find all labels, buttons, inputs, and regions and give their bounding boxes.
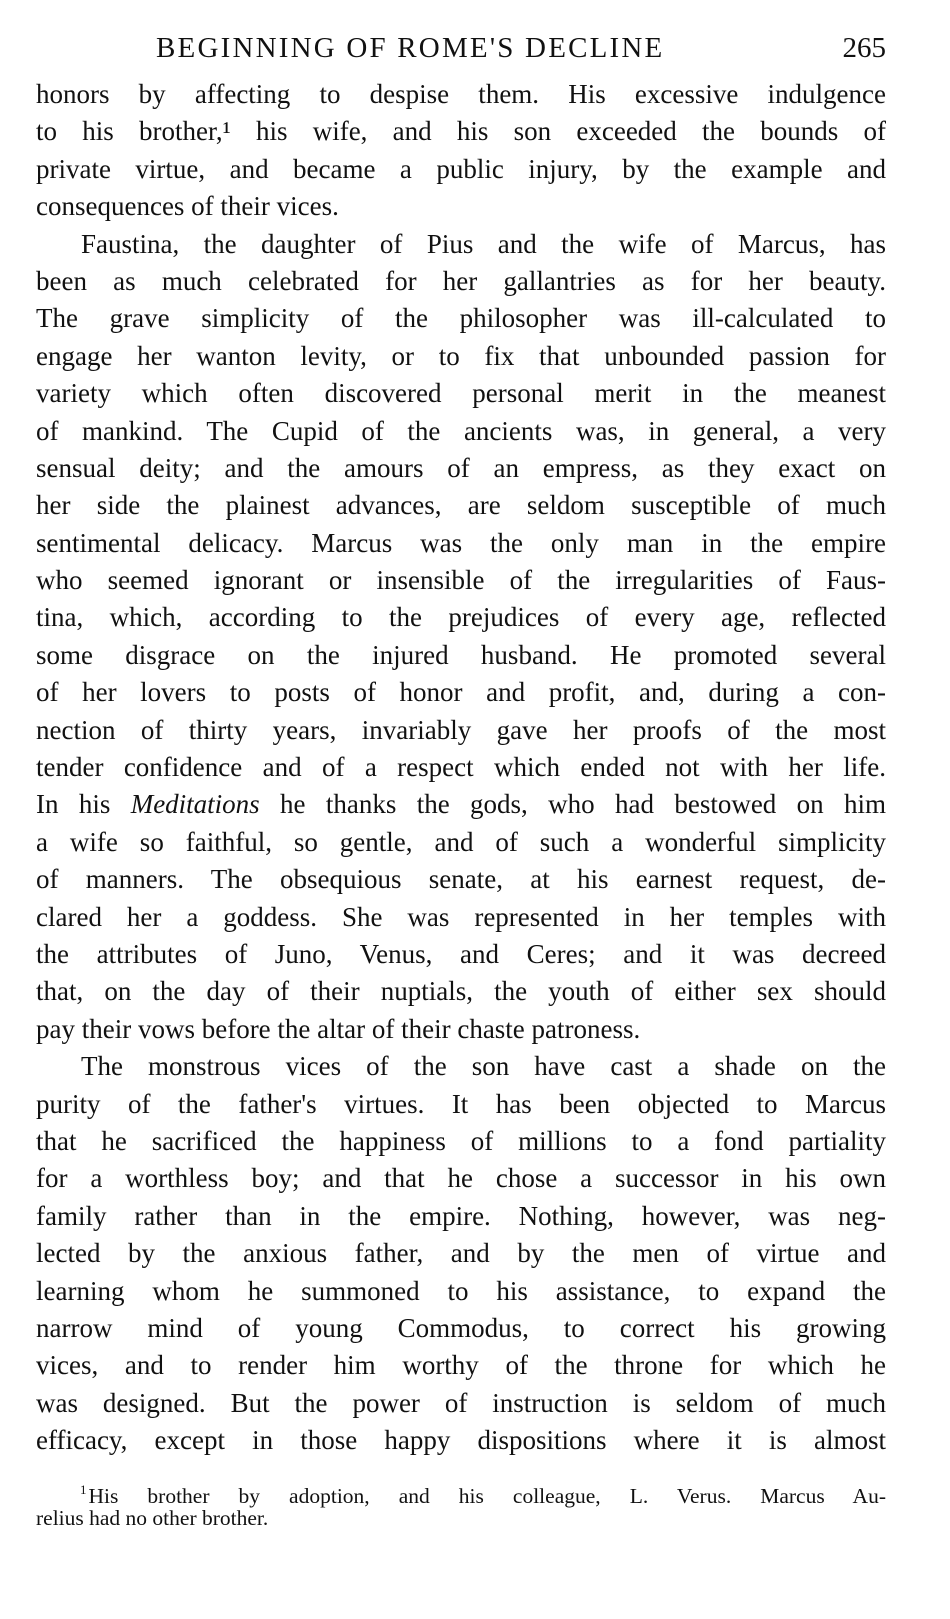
text-line: honors by affecting to despise them. His excessive indulgence: [36, 79, 886, 109]
text-line: nection of thirty years, invariably gave her proofs of the most: [36, 714, 886, 745]
footnote-line: relius had no other brother.: [36, 1506, 269, 1531]
text-line: of her lovers to posts of honor and profit, and, during a con-: [36, 677, 886, 708]
text-line: The monstrous vices of the son have cast a shade on the: [81, 1051, 886, 1082]
text-line: to his brother,¹ his wife, and his son exceeded the bounds of: [36, 116, 886, 147]
text-line: the attributes of Juno, Venus, and Ceres; and it was decreed: [36, 938, 886, 969]
body-text: [36, 76, 886, 1459]
text-line: was designed. But the power of instruction is seldom of much: [36, 1387, 886, 1418]
text-line: some disgrace on the injured husband. He promoted several: [36, 639, 886, 670]
text-line: efficacy, except in those happy dispositions where it is almost: [36, 1425, 886, 1456]
text-line: consequences of their vices.: [36, 191, 339, 222]
text-line: tender confidence and of a respect which ended not with her life.: [36, 752, 886, 783]
text-line: who seemed ignorant or insensible of the irregularities of Faus-: [36, 565, 886, 596]
text-line: her side the plainest advances, are seldom susceptible of much: [36, 490, 886, 521]
text-line: narrow mind of young Commodus, to correct his growing: [36, 1312, 886, 1343]
running-head: [36, 28, 886, 76]
paragraph-indulgence: [36, 76, 886, 226]
text-line: that he sacrificed the happiness of millions to a fond partiality: [36, 1125, 886, 1156]
text-line: family rather than in the empire. Nothing, however, was neg-: [36, 1200, 886, 1231]
paragraph-faustina: [36, 226, 886, 1049]
footnote-marker: 1: [80, 1482, 87, 1498]
page-number: 265: [842, 32, 886, 64]
text-line: been as much celebrated for her gallantries as for her beauty.: [36, 265, 886, 296]
text-line: vices, and to render him worthy of the throne for which he: [36, 1350, 886, 1381]
text-line: lected by the anxious father, and by the men of virtue and: [36, 1238, 886, 1269]
text-line: for a worthless boy; and that he chose a successor in his own: [36, 1163, 886, 1194]
footnote-line: [36, 1475, 886, 1509]
text-line: of mankind. The Cupid of the ancients was, in general, a very: [36, 415, 886, 446]
book-page: [36, 28, 886, 1533]
text-line: variety which often discovered personal merit in the meanest: [36, 378, 886, 409]
line-start: In his: [36, 789, 131, 820]
footnotes: [36, 1475, 886, 1533]
text-line: Faustina, the daughter of Pius and the wife of Marcus, has: [81, 228, 886, 259]
text-line: sensual deity; and the amours of an empress, as they exact on: [36, 452, 886, 483]
text-line: The grave simplicity of the philosopher was ill-calculated to: [36, 303, 886, 334]
line-end: he thanks the gods, who had bestowed on him: [259, 789, 887, 820]
text-line: learning whom he summoned to his assistance, to expand the: [36, 1275, 886, 1306]
text-line: clared her a goddess. She was represented in her temples with: [36, 901, 886, 932]
footnote-text: His brother by adoption, and his colleague, L. Verus. Marcus Au-: [88, 1484, 886, 1509]
meditations-title: Meditations: [130, 789, 260, 820]
text-line: purity of the father's virtues. It has been objected to Marcus: [36, 1088, 886, 1119]
running-title: BEGINNING OF ROME'S DECLINE: [156, 32, 665, 64]
text-line: tina, which, according to the prejudices of every age, reflected: [36, 602, 886, 633]
text-line: that, on the day of their nuptials, the youth of either sex should: [36, 976, 886, 1007]
paragraph-commodus: [36, 1048, 886, 1459]
text-line-meditations: [36, 786, 886, 823]
text-line: of manners. The obsequious senate, at his earnest request, de-: [36, 864, 886, 895]
text-line: engage her wanton levity, or to fix that unbounded passion for: [36, 340, 886, 371]
text-line: sentimental delicacy. Marcus was the only man in the empire: [36, 527, 886, 558]
text-line: private virtue, and became a public injury, by the example and: [36, 153, 886, 184]
text-line: pay their vows before the altar of their chaste patroness.: [36, 1013, 641, 1044]
text-line: a wife so faithful, so gentle, and of such a wonderful simplicity: [36, 826, 886, 857]
